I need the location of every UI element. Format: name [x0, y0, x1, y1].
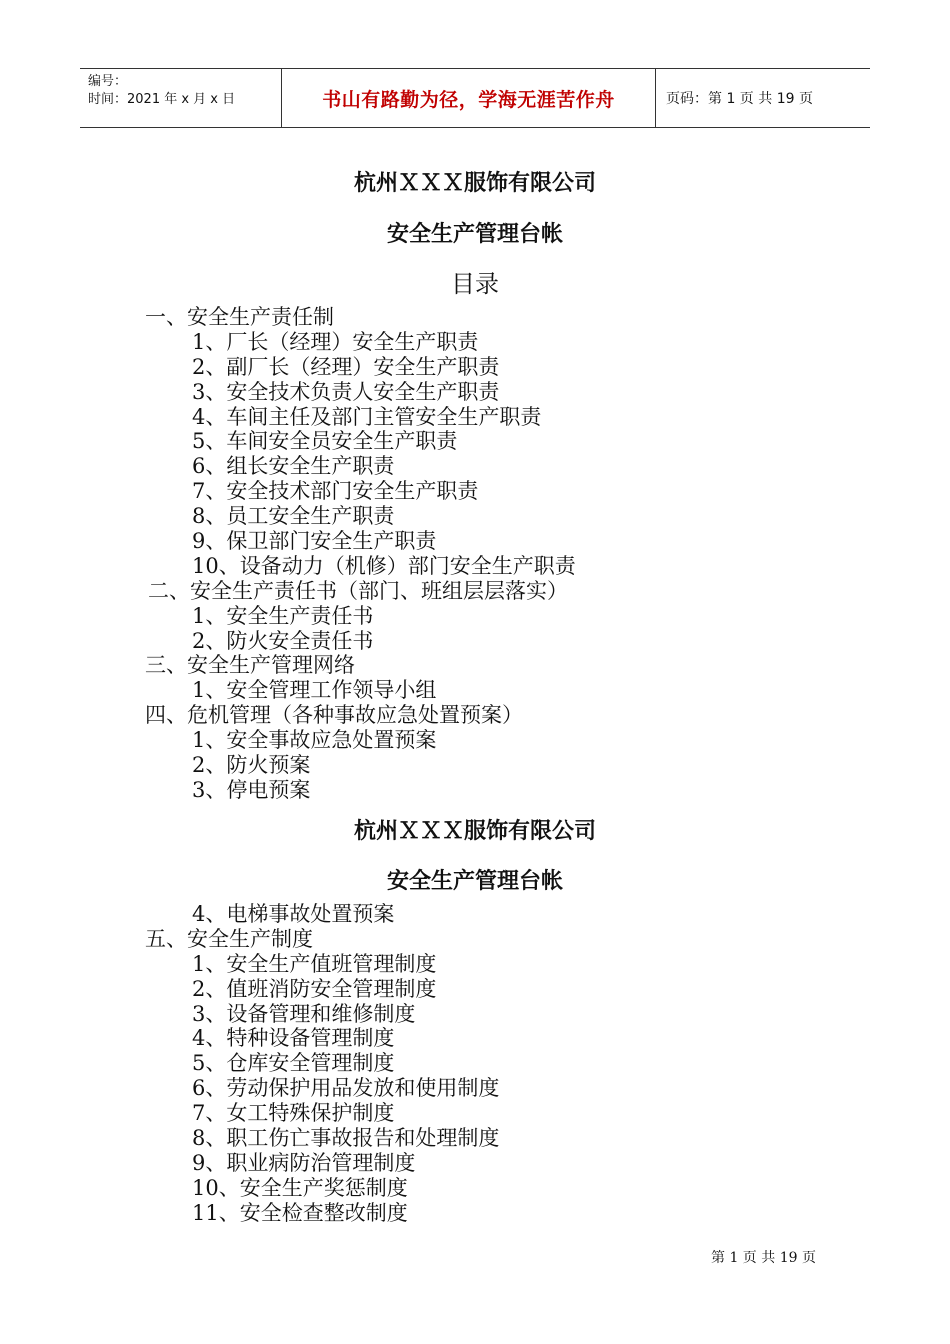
- toc-item: 3、停电预案: [192, 777, 311, 802]
- time-label: 时间：2021 年 x 月 x 日: [88, 92, 236, 107]
- toc-item: 10、安全生产奖惩制度: [192, 1175, 408, 1200]
- toc-item: 一、安全生产责任制: [145, 305, 334, 329]
- toc-item: 9、职业病防治管理制度: [192, 1150, 416, 1175]
- toc-heading: 目录: [451, 270, 499, 298]
- header-page-info: [656, 69, 870, 127]
- toc-item: 6、劳动保护用品发放和使用制度: [192, 1076, 500, 1101]
- serial-label: 编号：: [88, 74, 128, 89]
- toc-item: 4、电梯事故处置预案: [192, 902, 395, 926]
- toc-item: 3、设备管理和维修制度: [192, 1001, 416, 1026]
- toc-item: 1、安全生产责任书: [192, 603, 374, 628]
- ledger-title-repeat: 安全生产管理台帐: [386, 869, 563, 894]
- page-header: [80, 68, 870, 128]
- toc-item: 2、防火预案: [192, 753, 311, 778]
- toc-item: 2、防火安全责任书: [192, 628, 374, 653]
- company-title: 杭州ＸＸＸ服饰有限公司: [353, 171, 596, 196]
- page-info-text: 页码：第 1 页 共 19 页: [666, 91, 813, 107]
- toc-item: 7、女工特殊保护制度: [192, 1101, 395, 1126]
- toc-item: 三、安全生产管理网络: [145, 653, 355, 678]
- header-motto: [282, 69, 656, 127]
- toc-item: 9、保卫部门安全生产职责: [192, 529, 437, 554]
- motto-text: 书山有路勤为径，学海无涯苦作舟: [322, 88, 615, 111]
- toc-item: 1、安全管理工作领导小组: [192, 678, 437, 703]
- toc-item: 3、安全技术负责人安全生产职责: [192, 379, 500, 404]
- toc-item: 五、安全生产制度: [145, 926, 313, 951]
- toc-item: 2、副厂长（经理）安全生产职责: [192, 354, 500, 379]
- toc-item: 1、安全事故应急处置预案: [192, 728, 437, 753]
- toc-item: 5、仓库安全管理制度: [192, 1051, 395, 1076]
- toc-item: 二、安全生产责任书（部门、班组层层落实）: [148, 578, 568, 603]
- toc-item: 4、车间主任及部门主管安全生产职责: [192, 404, 542, 429]
- ledger-title: 安全生产管理台帐: [386, 222, 563, 247]
- toc-item: 11、安全检查整改制度: [192, 1200, 408, 1225]
- toc-item: 4、特种设备管理制度: [192, 1026, 395, 1051]
- toc-item: 1、厂长（经理）安全生产职责: [192, 329, 479, 354]
- toc-item: 7、安全技术部门安全生产职责: [192, 479, 479, 504]
- toc-list-part1: [0, 305, 950, 803]
- header-meta: [80, 69, 282, 127]
- footer-page-number: 第 1 页 共 19 页: [711, 1250, 816, 1266]
- toc-item: 8、员工安全生产职责: [192, 504, 395, 529]
- toc-item: 2、值班消防安全管理制度: [192, 976, 437, 1001]
- toc-item: 四、危机管理（各种事故应急处置预案）: [145, 703, 523, 728]
- toc-item: 5、车间安全员安全生产职责: [192, 429, 458, 454]
- toc-list-part2: [0, 902, 950, 1226]
- toc-item: 6、组长安全生产职责: [192, 454, 395, 479]
- company-title-repeat: 杭州ＸＸＸ服饰有限公司: [353, 819, 596, 844]
- toc-item: 8、职工伤亡事故报告和处理制度: [192, 1126, 500, 1151]
- toc-item: 1、安全生产值班管理制度: [192, 951, 437, 976]
- toc-item: 10、设备动力（机修）部门安全生产职责: [192, 553, 576, 578]
